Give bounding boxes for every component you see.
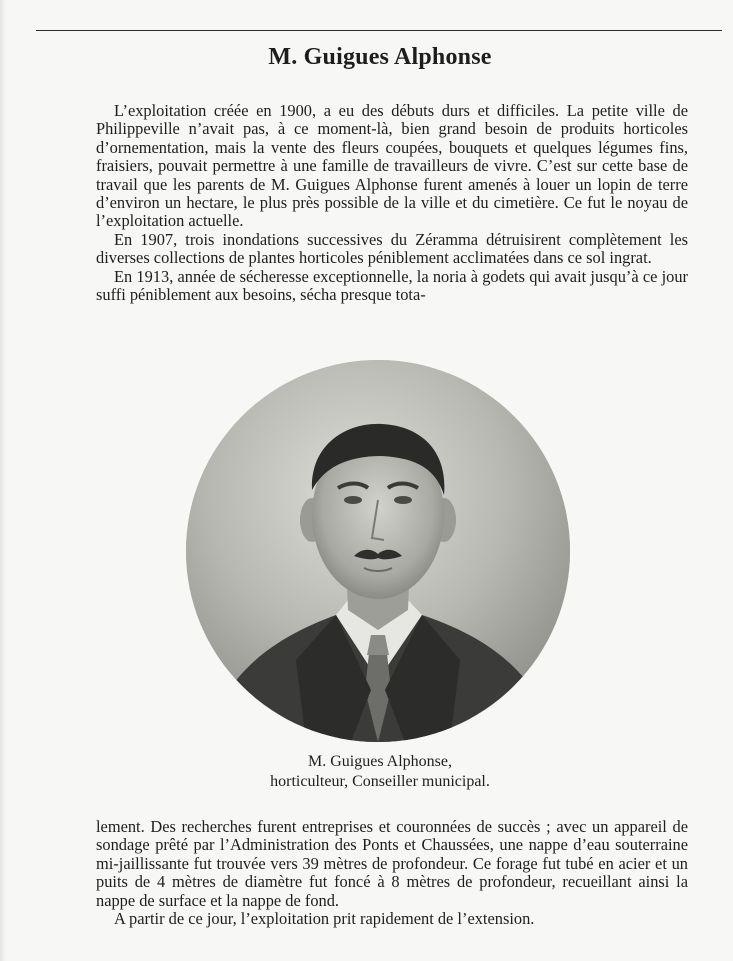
article-text-bottom (96, 818, 688, 928)
page-title: M. Guigues Alphonse (268, 44, 492, 70)
portrait-photo (186, 360, 570, 742)
caption-name: M. Guigues Alphonse, (308, 753, 452, 770)
page-edge-shadow (0, 0, 6, 961)
article-text-top (96, 102, 688, 304)
paragraph-3: En 1913, année de sécheresse exceptionnelle, la noria à godets qui avait jusqu’à ce jour suffi péniblement aux besoins, sécha presque tota- (96, 266, 688, 305)
portrait-illustration (186, 360, 570, 742)
paragraph-2: En 1907, trois inondations successives du Zéramma détruisirent complètement les diverses collections de plantes horticoles péniblement acclimatées dans ce sol ingrat. (96, 229, 688, 268)
caption-role: horticulteur, Conseiller municipal. (270, 773, 490, 790)
photo-caption (200, 752, 560, 792)
paragraph-1: L’exploitation créée en 1900, a eu des débuts durs et difficiles. La petite ville de Philippeville n’avait pas, à ce moment-là, bien grand besoin de produits horticoles d’ornementation, mais la vente des fleurs coupées, bouquets et quelques légumes fins, fraisiers, pouvait permettre à une famille de travailleurs de vivre. C’est sur cette base de travail que les parents de M. Guigues Alphonse furent amenés à louer un lopin de terre d’environ un hectare, le plus près possible de la ville et du cimetière. Ce fut le noyau de l’exploitation actuelle. (96, 101, 688, 231)
paragraph-5: A partir de ce jour, l’exploitation prit rapidement de l’extension. (114, 909, 535, 929)
paragraph-4: lement. Des recherches furent entreprises et couronnées de succès ; avec un appareil de sondage prêté par l’Administration des Ponts et Chaussées, une nappe d’eau souterraine mi-jaillissante fut trouvée vers 39 mètres de profondeur. Ce forage fut tubé en acier et un puits de 4 mètres de diamètre fut foncé à 8 mètres de profondeur, recueillant ainsi la nappe de surface et la nappe de fond. (96, 817, 688, 910)
top-rule (36, 30, 722, 31)
